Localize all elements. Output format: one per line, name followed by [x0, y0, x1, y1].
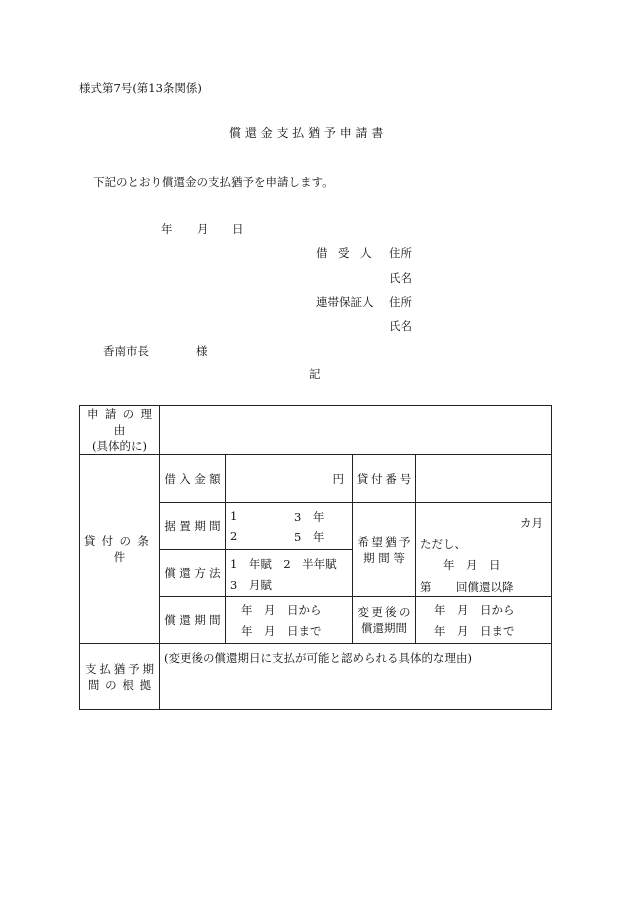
changed-period-label-cell	[353, 597, 416, 644]
repay-method-options-cell	[226, 550, 353, 597]
changed-period-label: 変更後の	[357, 605, 413, 619]
months-unit: カ月	[520, 516, 543, 530]
deferment-opt1-value: 3 年	[294, 510, 325, 524]
repay-period-label: 償還期間	[164, 613, 225, 627]
form-number: 様式第7号(第13条関係)	[79, 81, 202, 95]
deferment-opt1-num: 1	[230, 509, 238, 523]
desired-date: 年 月 日	[443, 558, 501, 572]
date-day: 日	[232, 222, 244, 236]
date-month: 月	[197, 222, 209, 236]
conditions-label: 貸付の条件	[83, 534, 156, 564]
basis-input-cell[interactable]	[160, 644, 552, 710]
desired-label-cell	[353, 503, 416, 597]
period-from: 年 月 日から	[241, 603, 322, 617]
changed-to: 年 月 日まで	[434, 624, 515, 638]
conditions-label-cell	[80, 455, 160, 644]
date-year: 年	[161, 222, 173, 236]
basis-label: 支払猶予期	[85, 661, 157, 676]
basis-instruction: (変更後の償還期日に支払が可能と認められる具体的な理由)	[164, 651, 472, 665]
basis-label-cell	[80, 644, 160, 710]
intro-text: 下記のとおり償還金の支払猶予を申請します。	[93, 175, 334, 189]
reason-label-cell	[80, 406, 160, 455]
deferment-opt2-value: 5 年	[294, 530, 325, 544]
tadashi-text: ただし、	[420, 537, 466, 551]
changed-from: 年 月 日から	[434, 603, 515, 617]
desired-from-prefix: 第	[420, 580, 432, 594]
borrower-label: 借 受 人	[316, 246, 376, 260]
addressee-honorific: 様	[196, 344, 208, 358]
repay-period-cell[interactable]	[226, 597, 353, 644]
ki-heading: 記	[309, 367, 321, 381]
deferment-label-cell	[160, 503, 226, 550]
basis-sublabel: 間の根拠	[87, 677, 157, 692]
addressee-name: 香南市長	[103, 344, 149, 358]
repay-method-label: 償還方法	[164, 566, 225, 580]
borrower-address-label: 住所	[389, 246, 412, 260]
desired-period-cell[interactable]	[416, 503, 552, 597]
loan-amount-cell[interactable]	[226, 455, 353, 503]
document-title: 償 還 金 支 払 猶 予 申 請 書	[229, 126, 384, 140]
guarantor-label: 連帯保証人	[316, 295, 374, 309]
loan-amount-label: 借入金額	[164, 471, 225, 486]
deferment-label: 据置期間	[164, 519, 225, 533]
yen-unit: 円	[332, 471, 344, 486]
application-table	[79, 405, 552, 710]
loan-number-label-cell	[353, 455, 416, 503]
repay-method-label-cell	[160, 550, 226, 597]
loan-number-label: 貸付番号	[356, 471, 415, 486]
desired-from-suffix: 回償還以降	[456, 580, 514, 594]
desired-label: 希望猶予	[357, 534, 413, 549]
reason-sublabel: (具体的に)	[92, 439, 147, 453]
loan-amount-label-cell	[160, 455, 226, 503]
repay-method-line1: 1 年賦 2 半年賦	[230, 557, 337, 571]
period-to: 年 月 日まで	[241, 624, 322, 638]
reason-label: 申請の理由	[87, 407, 159, 437]
loan-number-cell[interactable]	[416, 455, 552, 503]
guarantor-address-label: 住所	[389, 295, 412, 309]
reason-input-cell[interactable]	[160, 406, 552, 455]
deferment-options-cell	[226, 503, 353, 550]
changed-period-sublabel: 償還期間	[361, 621, 407, 635]
changed-period-cell[interactable]	[416, 597, 552, 644]
repay-period-label-cell	[160, 597, 226, 644]
guarantor-name-label: 氏名	[389, 319, 412, 333]
repay-method-line2: 3 月賦	[230, 578, 272, 592]
deferment-opt2-num: 2	[230, 529, 238, 543]
borrower-name-label: 氏名	[389, 271, 412, 285]
desired-sublabel: 期 間 等	[363, 550, 405, 565]
